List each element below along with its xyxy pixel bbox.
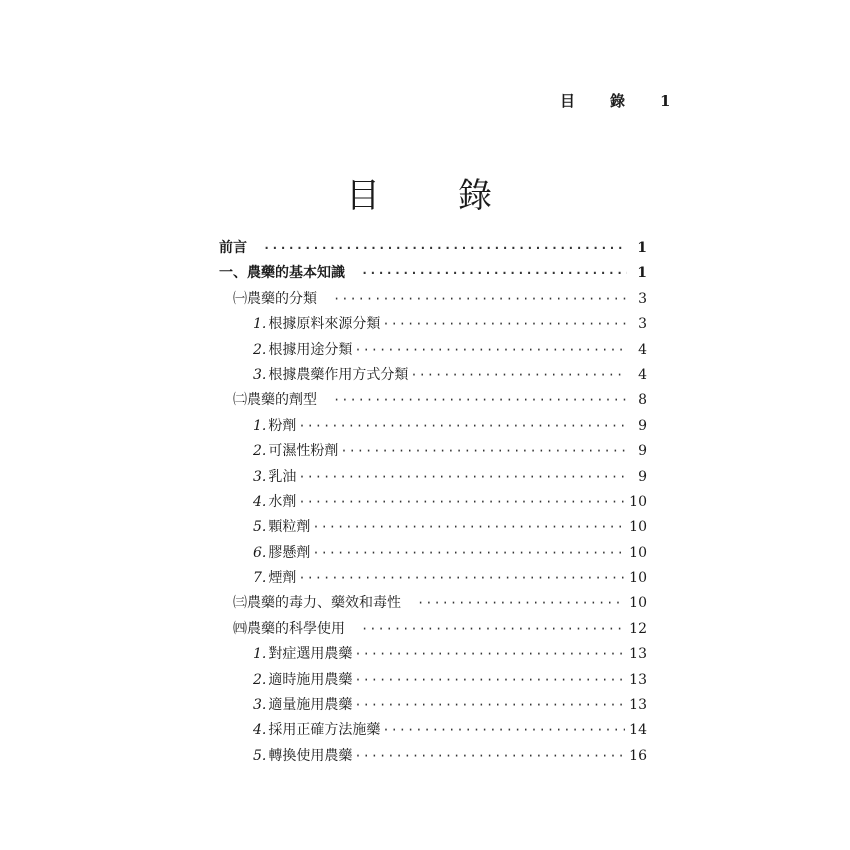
- toc-page-number: 13: [629, 697, 647, 714]
- toc-entry-title: 可濕性粉劑: [268, 443, 339, 460]
- dot-leader: [298, 490, 625, 515]
- dot-leader: [361, 617, 625, 642]
- toc-entry-title: 適量施用農藥: [268, 697, 353, 714]
- toc-entry-label: [253, 465, 296, 490]
- toc-entry-title: 粉劑: [268, 417, 297, 434]
- toc-page-number: 10: [629, 493, 647, 510]
- dot-leader: [340, 439, 627, 464]
- toc-entry-title: 膠懸劑: [268, 544, 311, 561]
- toc-entry: [219, 414, 647, 439]
- toc-page-number: 14: [629, 722, 647, 739]
- toc-entry: [219, 338, 647, 363]
- toc-page-number: 13: [629, 646, 647, 663]
- toc-page-number: 13: [629, 671, 647, 688]
- toc-page-number: 3: [638, 316, 647, 333]
- toc-entry-title: 水劑: [268, 493, 297, 510]
- toc-entry-label: [219, 236, 261, 261]
- toc-entry-number: 3.: [253, 468, 267, 485]
- toc-entry-label: [233, 591, 415, 616]
- toc-entry-label: [253, 744, 352, 769]
- toc-entry: [219, 718, 647, 743]
- toc-entry-title: 轉換使用農藥: [268, 747, 353, 764]
- toc-entry-label: [233, 388, 331, 413]
- toc-entry-label: [253, 541, 310, 566]
- toc-page-number: 16: [629, 747, 647, 764]
- toc-entry-label: [253, 693, 352, 718]
- dot-leader: [410, 363, 627, 388]
- toc-page-number: 3: [638, 290, 647, 307]
- toc-page-number: 1: [637, 240, 647, 256]
- toc-entry: [219, 236, 647, 261]
- table-of-contents: [219, 236, 647, 769]
- toc-entry: [219, 515, 647, 540]
- toc-entry-label: [253, 642, 352, 667]
- toc-entry-label: [253, 414, 296, 439]
- toc-page-number: 9: [638, 443, 647, 460]
- toc-page-number: 12: [629, 620, 647, 637]
- toc-entry-number: 3.: [253, 697, 267, 714]
- dot-leader: [354, 642, 625, 667]
- toc-entry-label: [233, 287, 331, 312]
- toc-entry-label: [253, 363, 408, 388]
- toc-entry: [219, 617, 647, 642]
- toc-entry: [219, 261, 647, 286]
- toc-entry: [219, 693, 647, 718]
- dot-leader: [354, 693, 625, 718]
- toc-entry: [219, 642, 647, 667]
- toc-entry-number: 1.: [253, 417, 267, 434]
- toc-entry: [219, 668, 647, 693]
- toc-entry-title: 乳油: [268, 468, 297, 485]
- toc-entry: [219, 388, 647, 413]
- dot-leader: [382, 312, 627, 337]
- toc-entry: [219, 541, 647, 566]
- toc-entry-title: 適時施用農藥: [268, 671, 353, 688]
- toc-entry-title: 煙劑: [268, 570, 297, 587]
- toc-entry: [219, 363, 647, 388]
- toc-page-number: 10: [629, 544, 647, 561]
- toc-page-number: 4: [638, 366, 647, 383]
- dot-leader: [312, 541, 625, 566]
- toc-entry-number: 7.: [253, 570, 267, 587]
- toc-entry-number: 6.: [253, 544, 267, 561]
- toc-entry-number: 1.: [253, 316, 267, 333]
- toc-entry-label: [253, 566, 296, 591]
- dot-leader: [298, 465, 627, 490]
- dot-leader: [417, 591, 625, 616]
- dot-leader: [354, 744, 625, 769]
- toc-entry-label: [253, 490, 296, 515]
- dot-leader: [263, 236, 627, 261]
- toc-entry: [219, 566, 647, 591]
- dot-leader: [382, 718, 625, 743]
- toc-page-number: 4: [638, 341, 647, 358]
- toc-entry: [219, 287, 647, 312]
- dot-leader: [354, 668, 625, 693]
- toc-entry-label: [253, 439, 338, 464]
- toc-entry-title: 根據農藥作用方式分類: [268, 366, 409, 383]
- toc-entry: [219, 312, 647, 337]
- toc-entry-label: [253, 668, 352, 693]
- toc-entry-label: [233, 617, 359, 642]
- toc-entry-title: 根據原料來源分類: [268, 316, 381, 333]
- toc-page-number: 8: [638, 392, 647, 409]
- toc-entry-number: 1.: [253, 646, 267, 663]
- toc-entry-number: 3.: [253, 366, 267, 383]
- toc-entry: [219, 465, 647, 490]
- toc-page-number: 9: [638, 468, 647, 485]
- dot-leader: [333, 388, 627, 413]
- toc-entry-number: 4.: [253, 493, 267, 510]
- dot-leader: [312, 515, 625, 540]
- toc-entry-title: 對症選用農藥: [268, 646, 353, 663]
- page-title: 目 錄: [346, 176, 514, 216]
- toc-entry: [219, 591, 647, 616]
- toc-entry-title: ㈢農藥的毒力、藥效和毒性: [233, 595, 401, 612]
- toc-entry-number: 2.: [253, 671, 267, 688]
- toc-page-number: 10: [629, 595, 647, 612]
- toc-page-number: 10: [629, 570, 647, 587]
- toc-page-number: 9: [638, 417, 647, 434]
- toc-entry-title: ㈣農藥的科學使用: [233, 620, 345, 637]
- toc-entry-label: [253, 718, 380, 743]
- toc-entry-title: 一、農藥的基本知識: [219, 265, 345, 282]
- toc-entry-label: [253, 515, 310, 540]
- toc-page-number: 10: [629, 519, 647, 536]
- toc-entry-title: 前言: [219, 240, 247, 256]
- toc-entry: [219, 490, 647, 515]
- toc-entry-label: [253, 338, 352, 363]
- toc-entry-number: 5.: [253, 747, 267, 764]
- toc-page-number: 1: [637, 265, 647, 282]
- toc-entry-label: [253, 312, 380, 337]
- dot-leader: [361, 261, 627, 286]
- toc-entry-title: ㈠農藥的分類: [233, 290, 317, 307]
- toc-entry-title: 顆粒劑: [268, 519, 311, 536]
- toc-entry-title: 根據用途分類: [268, 341, 353, 358]
- toc-entry-title: 採用正確方法施藥: [268, 722, 381, 739]
- toc-entry-title: ㈡農藥的劑型: [233, 392, 317, 409]
- toc-entry: [219, 744, 647, 769]
- dot-leader: [298, 566, 625, 591]
- toc-entry-number: 5.: [253, 519, 267, 536]
- toc-entry-number: 2.: [253, 443, 267, 460]
- toc-entry-label: [219, 261, 359, 286]
- toc-entry-number: 2.: [253, 341, 267, 358]
- running-head: 目 錄 1: [560, 92, 681, 110]
- dot-leader: [333, 287, 627, 312]
- dot-leader: [354, 338, 627, 363]
- toc-entry-number: 4.: [253, 722, 267, 739]
- dot-leader: [298, 414, 627, 439]
- toc-entry: [219, 439, 647, 464]
